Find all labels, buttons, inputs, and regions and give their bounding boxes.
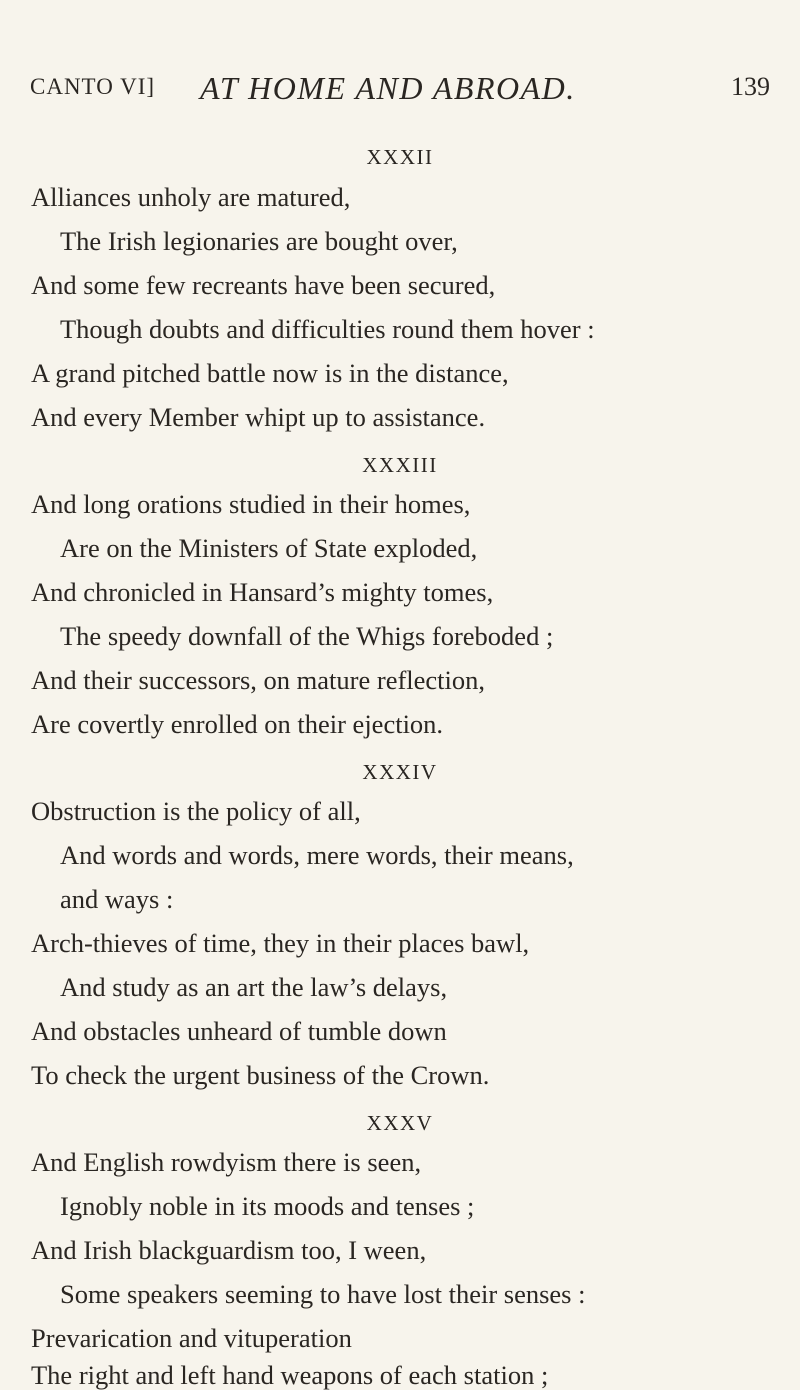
stanza-number: XXXIII [362,453,438,477]
stanza-number: XXXII [366,145,434,169]
running-head-title: AT HOME AND ABROAD. [200,70,576,106]
verse-line: The speedy downfall of the Whigs foreboded ; [60,621,554,651]
verse-line: and ways : [60,884,174,914]
verse-line: Though doubts and difficulties round them hover : [60,314,595,344]
verse-line: And obstacles unheard of tumble down [31,1016,447,1046]
verse-line: And words and words, mere words, their means, [60,840,574,870]
verse-line: And study as an art the law’s delays, [60,972,448,1002]
verse-line: And English rowdyism there is seen, [31,1147,422,1177]
verse-line: And chronicled in Hansard’s mighty tomes, [31,577,494,607]
verse-line: Alliances unholy are matured, [31,182,351,212]
verse-line: Some speakers seeming to have lost their senses : [60,1279,586,1309]
page-number: 139 [731,72,770,101]
verse-line: Prevarication and vituperation [31,1323,352,1353]
verse-line: And Irish blackguardism too, I ween, [31,1235,427,1265]
verse-line: Obstruction is the policy of all, [31,796,361,826]
verse-line: The Irish legionaries are bought over, [60,226,458,256]
verse-line: The right and left hand weapons of each station ; [31,1360,549,1390]
verse-line: A grand pitched battle now is in the distance, [31,358,509,388]
verse-line: Ignobly noble in its moods and tenses ; [60,1191,475,1221]
verse-line: Are on the Ministers of State exploded, [60,533,478,563]
running-head [30,70,770,114]
stanza-number: XXXIV [362,760,438,784]
verse-line: Arch-thieves of time, they in their places bawl, [31,928,530,958]
verse-line: And every Member whipt up to assistance. [31,402,486,432]
verse-line: Are covertly enrolled on their ejection. [31,709,444,739]
stanza-number: XXXV [366,1111,434,1135]
verse-line: And long orations studied in their homes, [31,489,471,519]
verse-line: And some few recreants have been secured, [31,270,496,300]
running-head-canto: CANTO VI] [30,74,156,99]
verse-line: To check the urgent business of the Crown. [31,1060,490,1090]
verse-line: And their successors, on mature reflection, [31,665,486,695]
